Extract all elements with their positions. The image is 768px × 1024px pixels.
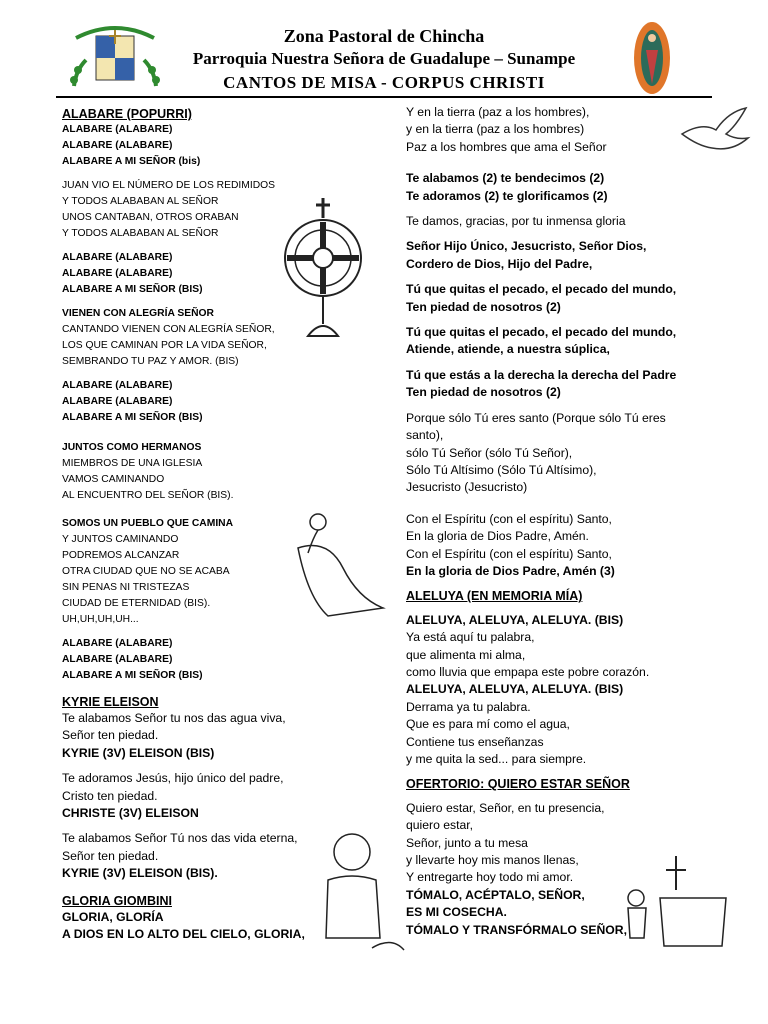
sheet-title: CANTOS DE MISA - CORPUS CHRISTI [223, 73, 545, 92]
lyric-line: UNOS CANTABAN, OTROS ORABAN [62, 212, 239, 223]
lyric-line: AL ENCUENTRO DEL SEÑOR (BIS). [62, 490, 234, 501]
lyric-line: Cristo ten piedad. [62, 788, 158, 803]
lyric-line: Ten piedad de nosotros (2) [406, 299, 561, 314]
gloria-part-8 [406, 410, 706, 497]
lyric-line: sólo Tú Señor (sólo Tú Señor), [406, 445, 573, 460]
lyric-line: Cordero de Dios, Hijo del Padre, [406, 256, 593, 271]
lyric-line: CHRISTE (3V) ELEISON [62, 806, 199, 821]
lyric-line: ALABARE (ALABARE) [62, 268, 173, 279]
header-divider [56, 96, 712, 98]
lyric-line: ALABARE (ALABARE) [62, 140, 173, 151]
lyric-line: En la gloria de Dios Padre, Amén. [406, 529, 589, 544]
lyric-line: KYRIE (3V) ELEISON (BIS) [62, 745, 215, 760]
alabare-chorus-3 [62, 378, 317, 426]
lyric-line: Tú que estás a la derecha la derecha del Padre [406, 367, 677, 382]
lyric-line: ALABARE A MI SEÑOR (BIS) [62, 284, 203, 295]
lyric-line: Con el Espíritu (con el espíritu) Santo, [406, 511, 612, 526]
lyric-line: y llevarte hoy mis manos llenas, [406, 853, 579, 868]
lyric-line: Señor ten piedad. [62, 728, 159, 743]
lyric-line: Señor, junto a tu mesa [406, 835, 528, 850]
lyric-line: Y TODOS ALABABAN AL SEÑOR [62, 196, 219, 207]
lyric-line: SOMOS UN PUEBLO QUE CAMINA [62, 518, 234, 529]
lyric-line: Ten piedad de nosotros (2) [406, 385, 561, 400]
lyric-line: Te damos, gracias, por tu inmensa gloria [406, 214, 626, 229]
lyric-line: ALABARE A MI SEÑOR (BIS) [62, 412, 203, 423]
lyric-line: UH,UH,UH,UH... [62, 614, 139, 625]
lyric-line: Tú que quitas el pecado, el pecado del mundo, [406, 282, 677, 297]
gloria-part-7 [406, 367, 706, 402]
lyric-line: Quiero estar, Señor, en tu presencia, [406, 800, 605, 815]
ofertorio-lyrics [406, 800, 706, 939]
lyric-line: KYRIE (3V) ELEISON (BIS). [62, 866, 218, 881]
lyric-line: ALABARE (ALABARE) [62, 124, 173, 135]
lyric-line: TÓMALO Y TRANSFÓRMALO SEÑOR, [406, 922, 627, 937]
lyric-line: como lluvia que empapa este pobre corazón. [406, 664, 650, 679]
lyric-line: Derrama ya tu palabra. [406, 699, 531, 714]
lyric-line: y en la tierra (paz a los hombres) [406, 122, 585, 137]
lyric-line: CANTANDO VIENEN CON ALEGRÍA SEÑOR, [62, 324, 275, 335]
kyrie-verse-2 [62, 770, 317, 822]
gloria-part-1 [406, 104, 706, 156]
lyric-line: A DIOS EN LO ALTO DEL CIELO, GLORIA, [62, 927, 305, 942]
alabare-title: ALABARE (POPURRI) [62, 107, 192, 121]
lyric-line: Y JUNTOS CAMINANDO [62, 534, 179, 545]
lyric-line: Paz a los hombres que ama el Señor [406, 139, 607, 154]
lyric-line: Te adoramos (2) te glorificamos (2) [406, 188, 608, 203]
lyric-line: Jesucristo (Jesucristo) [406, 480, 528, 495]
lyric-line: ALABARE (ALABARE) [62, 396, 173, 407]
lyric-line: Señor Hijo Único, Jesucristo, Señor Dios, [406, 239, 647, 254]
lyric-line: santo), [406, 428, 444, 443]
lyric-line: GLORIA, GLORÍA [62, 909, 164, 924]
lyric-line: Y en la tierra (paz a los hombres), [406, 105, 590, 119]
lyric-line: Señor ten piedad. [62, 848, 159, 863]
lyric-line: Que es para mí como el agua, [406, 717, 570, 732]
lyric-line: JUNTOS COMO HERMANOS [62, 442, 202, 453]
lyric-line: y me quita la sed... para siempre. [406, 752, 587, 766]
gloria-part-5 [406, 281, 706, 316]
ofertorio-title: OFERTORIO: QUIERO ESTAR SEÑOR [406, 777, 630, 792]
lyric-line: ALABARE A MI SEÑOR (bis) [62, 156, 201, 167]
lyric-line: En la gloria de Dios Padre, Amén (3) [406, 563, 615, 578]
gloria-part-2 [406, 170, 706, 205]
alabare-chorus-4 [62, 636, 317, 684]
aleluya-title: ALELUYA (EN MEMORIA MÍA) [406, 589, 583, 604]
kyrie-title: KYRIE ELEISON [62, 695, 159, 709]
lyric-line: ALABARE (ALABARE) [62, 654, 173, 665]
lyric-line: quiero estar, [406, 818, 474, 833]
lyric-line: Te adoramos Jesús, hijo único del padre, [62, 771, 284, 786]
zone-title: Zona Pastoral de Chincha [283, 26, 485, 46]
lyric-line: Tú que quitas el pecado, el pecado del mundo, [406, 325, 677, 340]
gloria-part-3 [406, 213, 706, 230]
alabare-verse-4 [62, 516, 317, 628]
gloria-part-4 [406, 238, 706, 273]
gloria-start [62, 909, 317, 944]
alabare-chorus [62, 122, 317, 170]
lyric-line: ALABARE (ALABARE) [62, 380, 173, 391]
lyric-line: Ya está aquí tu palabra, [406, 630, 535, 645]
lyric-line: Con el Espíritu (con el espíritu) Santo, [406, 546, 612, 561]
lyric-line: Atiende, atiende, a nuestra súplica, [406, 342, 610, 357]
lyric-line: MIEMBROS DE UNA IGLESIA [62, 458, 203, 469]
lyric-line: Te alabamos Señor Tú nos das vida eterna, [62, 831, 298, 846]
lyric-line: ALABARE (ALABARE) [62, 252, 173, 263]
lyric-line: Sólo Tú Altísimo (Sólo Tú Altísimo), [406, 462, 597, 477]
lyric-line: PODREMOS ALCANZAR [62, 550, 180, 561]
gloria-title: GLORIA GIOMBINI [62, 893, 172, 908]
lyric-line: SEMBRANDO TU PAZ Y AMOR. (BIS) [62, 356, 239, 367]
left-column [62, 104, 317, 951]
kyrie-verse-1 [62, 710, 317, 762]
lyric-line: CIUDAD DE ETERNIDAD (BIS). [62, 598, 211, 609]
alabare-verse-1 [62, 178, 317, 242]
child-drawing [312, 828, 406, 968]
lyric-line: LOS QUE CAMINAN POR LA VIDA SEÑOR, [62, 340, 267, 351]
alabare-verse-2 [62, 306, 317, 370]
lyric-line: Te alabamos Señor tu nos das agua viva, [62, 711, 286, 725]
gloria-part-6 [406, 324, 706, 359]
lyric-line: Y entregarte hoy todo mi amor. [406, 870, 574, 885]
lyric-line: Te alabamos (2) te bendecimos (2) [406, 171, 605, 186]
aleluya-lyrics [406, 612, 706, 769]
lyric-line: Porque sólo Tú eres santo (Porque sólo Tú eres [406, 410, 666, 425]
lyric-line: SIN PENAS NI TRISTEZAS [62, 582, 190, 593]
lyric-line: ALABARE (ALABARE) [62, 638, 173, 649]
gloria-part-9 [406, 511, 706, 581]
parish-title: Parroquia Nuestra Señora de Guadalupe – Sunampe [192, 49, 576, 68]
lyric-line: Contiene tus enseñanzas [406, 734, 544, 749]
lyric-line: ALELUYA, ALELUYA, ALELUYA. (BIS) [406, 682, 624, 697]
lyric-line: TÓMALO, ACÉPTALO, SEÑOR, [406, 887, 585, 902]
lyric-line: VIENEN CON ALEGRÍA SEÑOR [62, 308, 214, 319]
lyric-line: ES MI COSECHA. [406, 905, 507, 920]
right-column [406, 104, 706, 947]
lyric-line: ALELUYA, ALELUYA, ALELUYA. (BIS) [406, 612, 624, 627]
lyric-line: ALABARE A MI SEÑOR (BIS) [62, 670, 203, 681]
alabare-verse-3 [62, 440, 317, 504]
lyric-line: VAMOS CAMINANDO [62, 474, 165, 485]
lyric-line: JUAN VIO EL NÚMERO DE LOS REDIMIDOS [62, 180, 276, 191]
lyric-line: que alimenta mi alma, [406, 647, 526, 662]
lyric-line: OTRA CIUDAD QUE NO SE ACABA [62, 566, 230, 577]
alabare-chorus-2 [62, 250, 317, 298]
lyric-line: Y TODOS ALABABAN AL SEÑOR [62, 228, 219, 239]
kyrie-verse-3 [62, 830, 317, 882]
